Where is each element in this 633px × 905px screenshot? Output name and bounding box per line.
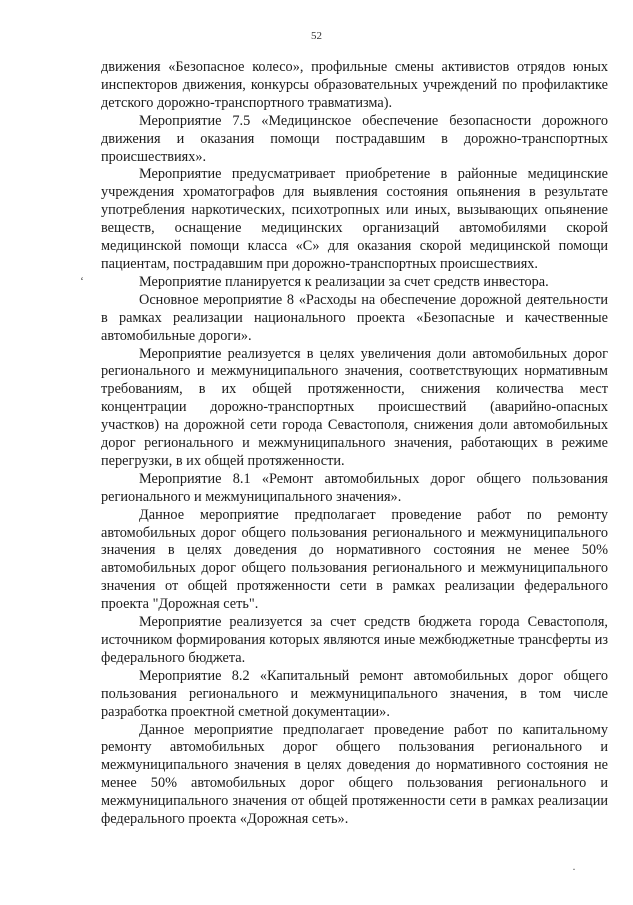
paragraph-8: Данное мероприятие предполагает проведение работ по ремонту автомобильных дорог общего пользования регионального и межмуниципального значения в целях доведения до нормативного состояния не менее 50% автомобильных дорог общего пользования регионального и межмуниципального значения от общей протяженности сети в рамках реализации федерального проекта "Дорожная сеть". <box>101 506 608 613</box>
paragraph-6: Мероприятие реализуется в целях увеличения доли автомобильных дорог регионального и межмуниципального значения, соответствующих нормативным требованиям, в их общей протяженности, снижения количества мест концентрации дорожно-транспортных происшествий (аварийно-опасных участков) на дорожной сети города Севастополя, снижения доли автомобильных дорог регионального и межмуниципального значения, работающих в режиме перегрузки, в их общей протяженности. <box>101 345 608 469</box>
paragraph-11: Данное мероприятие предполагает проведение работ по капитальному ремонту автомобильных дорог общего пользования регионального и межмуниципального значения в целях доведения до нормативного состояния не менее 50% автомобильных дорог общего пользования регионального и межмуниципального значения от общей протяженности сети в рамках реализации федерального проекта «Дорожная сеть». <box>101 721 608 828</box>
paragraph-4: Мероприятие планируется к реализации за счет средств инвестора. <box>139 273 549 290</box>
paragraph-10: Мероприятие 8.2 «Капитальный ремонт автомобильных дорог общего пользования регионального и межмуниципального значения, в том числе разработка проектной сметной документации». <box>101 667 608 720</box>
paragraph-3: Мероприятие предусматривает приобретение в районные медицинские учреждения хроматографов для выявления состояния опьянения в результате употребления наркотических, психотропных или иных, вызывающих опьянение веществ, оснащение медицинских организаций автомобилями скорой медицинской помощи класса «С» для оказания скорой медицинской помощи пациентам, пострадавшим при дорожно-транспортных происшествиях. <box>101 166 608 272</box>
paragraph-5: Основное мероприятие 8 «Расходы на обеспечение дорожной деятельности в рамках реализации национального проекта «Безопасные и качественные автомобильные дороги». <box>101 291 608 344</box>
page-number: 52 <box>311 30 322 42</box>
scan-mark-left: ‘ <box>80 274 84 288</box>
paragraph-7: Мероприятие 8.1 «Ремонт автомобильных дорог общего пользования регионального и межмуниципального значения». <box>101 470 608 505</box>
paragraph-9: Мероприятие реализуется за счет средств бюджета города Севастополя, источником формирования которых являются иные межбюджетные трансферты из федерального бюджета. <box>101 614 608 666</box>
paragraph-1: движения «Безопасное колесо», профильные смены активистов отрядов юных инспекторов движения, конкурсы образовательных учреждений по профилактике детского дорожно-транспортного травматизма). <box>101 59 608 111</box>
paragraph-2: Мероприятие 7.5 «Медицинское обеспечение безопасности дорожного движения и оказания помощи пострадавшим в дорожно-транспортных происшествиях». <box>101 112 608 165</box>
document-body <box>101 59 608 829</box>
scan-mark-bottom-right: · <box>572 862 576 876</box>
